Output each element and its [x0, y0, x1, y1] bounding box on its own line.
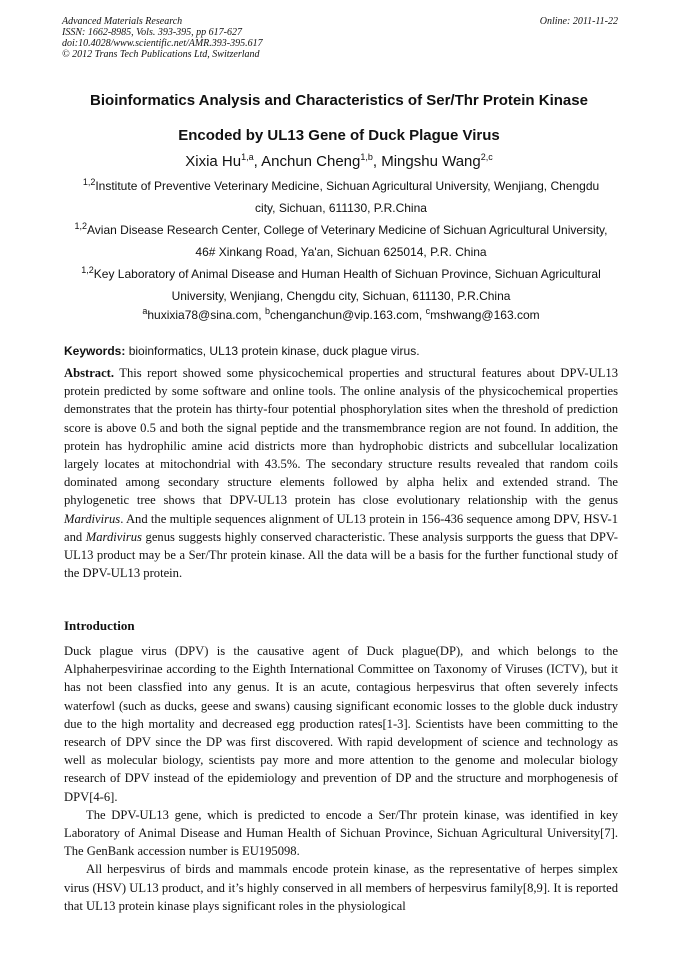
author-name: Anchun Cheng	[261, 153, 361, 170]
affiliation-line: Key Laboratory of Animal Disease and Human Health of Sichuan Province, Sichuan Agricultural	[93, 267, 601, 281]
body-paragraph: All herpesvirus of birds and mammals encode protein kinase, as the representative of herpes simplex virus (HSV) UL13 product, and it’s highly conserved in all members of herpesvirus family[8,9]. It is reported that UL13 protein kinase plays significant roles in the physiological	[64, 862, 618, 913]
email-sup: b	[264, 306, 270, 316]
keywords-text: bioinformatics, UL13 protein kinase, duck plague virus.	[128, 344, 420, 358]
author-name: Mingshu Wang	[381, 153, 481, 170]
email-address[interactable]: chenganchun@vip.163.com,	[269, 308, 426, 322]
copyright-line: © 2012 Trans Tech Publications Ltd, Switzerland	[62, 49, 260, 60]
journal-header	[62, 16, 618, 60]
email-list	[64, 308, 618, 322]
author-separator: ,	[372, 153, 382, 170]
abstract	[64, 364, 618, 582]
affiliation-sup: 1,2	[82, 177, 96, 187]
affiliation-3	[64, 263, 618, 307]
affiliation-2	[64, 219, 618, 263]
introduction-body	[64, 642, 618, 915]
paper-title-line-2: Encoded by UL13 Gene of Duck Plague Virus	[178, 127, 500, 144]
affiliation-1	[64, 175, 618, 219]
affiliation-line: Avian Disease Research Center, College of Veterinary Medicine of Sichuan Agricultural University,	[87, 223, 608, 237]
doi-line[interactable]: doi:10.4028/www.scientific.net/AMR.393-395.617	[62, 38, 263, 49]
author-sup: 1,a	[241, 152, 254, 162]
paper-title-line-1: Bioinformatics Analysis and Characteristics of Ser/Thr Protein Kinase	[90, 92, 588, 109]
body-paragraph: Duck plague virus (DPV) is the causative agent of Duck plague(DP), and which belongs to the Alphaherpesvirinae according to the Eighth International Committee on Taxonomy of Viruses (ICTV), but it has not been classfied into any genus. It is an acute, contagious herpesvirus that often severely infects waterfowl (such as ducks, geese and swans) causing significant economic losses to the globle duck industry due to the high mortality and decreased egg production rates[1-3]. Scientists have been committing to the research of DPV since the DP was first discovered. With rapid development of science and technology as well as molecular biology, scientists pay more and more attention to the genome and molecular biology research of DPV instead of the epidemiology and prevention of DP and the structure and morphogenesis of DPV[4-6].	[64, 644, 618, 804]
abstract-genus-italic: Mardivirus	[85, 529, 142, 544]
journal-name: Advanced Materials Research	[62, 16, 183, 27]
affiliation-line: University, Wenjiang, Chengdu city, Sichuan, 611130, P.R.China	[171, 289, 511, 303]
affiliation-sup: 1,2	[81, 265, 94, 275]
email-sup: c	[425, 306, 431, 316]
author-list	[30, 153, 648, 170]
affiliation-line: city, Sichuan, 611130, P.R.China	[255, 201, 427, 215]
abstract-label: Abstract.	[64, 366, 115, 380]
body-paragraph: The DPV-UL13 gene, which is predicted to encode a Ser/Thr protein kinase, was identified in key Laboratory of Animal Disease and Human Health of Sichuan Province, Sichuan Agricultural University[7]. The GenBank accession number is EU195098.	[64, 807, 618, 859]
email-sup: a	[142, 306, 148, 316]
abstract-genus-italic: Mardivirus	[64, 511, 121, 526]
author-sup: 1,b	[360, 152, 373, 162]
issn-line: ISSN: 1662-8985, Vols. 393-395, pp 617-627	[62, 27, 242, 38]
email-address[interactable]: huxixia78@sina.com,	[147, 308, 265, 322]
abstract-text: This report showed some physicochemical properties and structural features about DPV-UL13 protein predicted by some software and online tools. The online analysis of the physicochemical properties demonstrates that the protein has thirty-four potential phosphorylation sites when the threshold of prediction score is above 0.5 and both the signal peptide and the transmembrance region are not found. In addition, the protein has hydrophilic amine acid districts more than hydrophobic districts and subcellular localization largely locates at mitochondrial with 43.5%. The secondary structure results revealed that random coils dominated among secondary structure elements followed by alpha helix and extended strand. The phylogenetic tree shows that DPV-UL13 protein has close evolutionary relationship with the genus	[64, 366, 618, 508]
author-sup: 2,c	[480, 152, 493, 162]
author-name: Xixia Hu	[185, 153, 242, 170]
abstract-text: genus suggests highly conserved characteristic. These analysis surpports the guess that DPV-UL13 product may be a Ser/Thr protein kinase. All the data will be a basis for the further functional study of the DPV-UL13 protein.	[64, 529, 618, 581]
keywords-label: Keywords:	[64, 344, 126, 358]
email-address[interactable]: mshwang@163.com	[430, 308, 540, 322]
affiliation-line: Institute of Preventive Veterinary Medicine, Sichuan Agricultural University, Wenjiang, Chengdu	[95, 179, 600, 193]
keywords	[64, 344, 618, 358]
introduction-heading: Introduction	[64, 618, 135, 633]
affiliation-line: 46# Xinkang Road, Ya'an, Sichuan 625014, P.R. China	[195, 245, 487, 259]
abstract-text: . And the multiple sequences alignment of UL13 protein in 156-436 sequence among DPV, HSV-1 and	[64, 511, 618, 544]
online-date: Online: 2011-11-22	[539, 16, 618, 27]
author-separator: ,	[253, 153, 262, 170]
affiliation-sup: 1,2	[74, 221, 88, 231]
